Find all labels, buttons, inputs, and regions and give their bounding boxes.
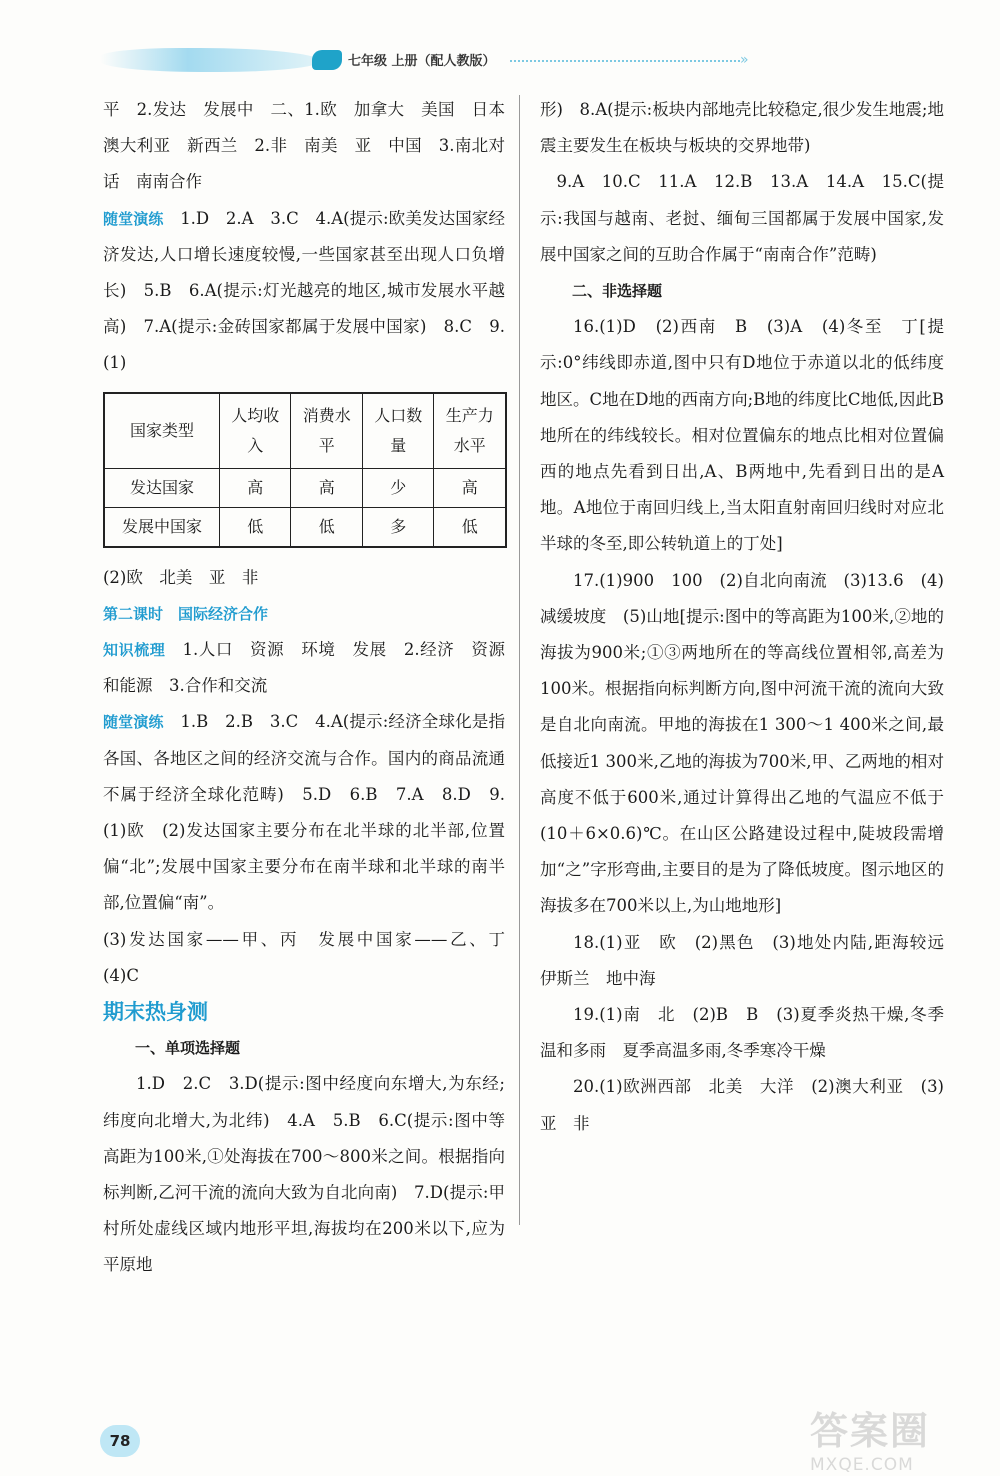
page-number: 78: [100, 1425, 140, 1457]
section-label: 随堂演练: [103, 713, 164, 732]
section-label: 知识梳理: [103, 641, 166, 660]
header-arrow-icon: »: [740, 52, 749, 68]
answer-paragraph: 形) 8.A(提示:板块内部地壳比较稳定,很少发生地震;地震主要发生在板块与板块的交界地带): [540, 100, 944, 156]
answer-paragraph: 平 2.发达 发展中 二、1.欧 加拿大 美国 日本 澳大利亚 新西兰 2.非 南美 亚 中国 3.南北对话 南南合作: [103, 100, 522, 192]
answer-paragraph: 随堂演练 1.B 2.B 3.C 4.A(提示:经济全球化是指各国、各地区之间的经济交流与合作。国内的商品流通不属于经济全球化范畴) 5.D 6.B 7.A 8.D 9.(1)欧 (2)发达国家主要分布在北半球的北半部,位置偏“北”;发展中国家主要分布在南半球和北半球的南半部,位置偏“南”。: [103, 712, 505, 913]
answer-paragraph: 19.(1)南 北 (2)B B (3)夏季炎热干燥,冬季温和多雨 夏季高温多雨,冬季寒冷干燥: [540, 1005, 944, 1061]
table-cell: 低: [434, 507, 506, 547]
table-header-cell: 人口数量: [362, 393, 434, 469]
answer-paragraph: 17.(1)900 100 (2)自北向南流 (3)13.6 (4)减缓坡度 (5)山地[提示:图中的等高距为100米,②地的海拔为900米;①③两地所在的等高线位置相邻,高差为100米。根据指向标判断方向,图中河流干流的流向大致是自北向南流。甲地的海拔在1 300～1 400米之间,最低接近1 300米,乙地的海拔为700米,甲、乙两地的相对高度不低于600米,通过计算得出乙地的气温应不低于(10＋6×0.6)℃。在山区公路建设过程中,陡坡段需增加“之”字形弯曲,主要目的是为了降低坡度。图示地区的海拔多在700米以上,为山地地形]: [540, 570, 944, 916]
table-cell: 多: [362, 507, 434, 547]
header-swoosh-decoration: [100, 48, 320, 72]
left-column: [103, 92, 522, 1284]
table-cell: 高: [219, 468, 291, 507]
table-cell: 高: [434, 468, 506, 507]
header-dotted-line: [510, 60, 740, 62]
answer-paragraph: (3)发达国家——甲、丙 发展中国家——乙、丁 (4)C: [103, 929, 522, 985]
answer-paragraph: 20.(1)欧洲西部 北美 大洋 (2)澳大利亚 (3)亚 非: [540, 1077, 944, 1133]
answer-paragraph: 16.(1)D (2)西南 B (3)A (4)冬至 丁[提示:0°纬线即赤道,图中只有D地位于赤道以北的低纬度地区。C地在D地的西南方向;B地的纬度比C地低,因此B地所在的纬线较长。相对位置偏东的地点比相对位置偏西的地点先看到日出,A、B两地中,先看到日出的是A地。A地位于南回归线上,当太阳直射南回归线时对应北半球的冬至,即公转轨道上的丁处]: [540, 317, 944, 554]
table-cell: 发展中国家: [104, 507, 219, 547]
table-cell: 少: [362, 468, 434, 507]
watermark-logo-text: 答案圈: [810, 1409, 931, 1453]
answer-paragraph: 知识梳理 1.人口 资源 环境 发展 2.经济 资源和能源 3.合作和交流: [103, 640, 505, 696]
table-cell: 低: [291, 507, 363, 547]
header-title: 七年级 上册（配人教版）: [348, 54, 496, 69]
exam-title: 期末热身测: [103, 1000, 208, 1025]
watermark-url: MXQE.COM: [810, 1455, 914, 1475]
table-header-cell: 国家类型: [104, 393, 219, 469]
right-column: [540, 92, 961, 1142]
table-header-cell: 消费水平: [291, 393, 363, 469]
answer-paragraph: 随堂演练 1.D 2.A 3.C 4.A(提示:欧美发达国家经济发达,人口增长速度较慢,一些国家甚至出现人口负增长) 5.B 6.A(提示:灯光越亮的地区,城市发展水平越高) 7.A(提示:金砖国家都属于发展中国家) 8.C 9.(1): [103, 208, 505, 373]
table-header-cell: 人均收入: [219, 393, 291, 469]
answer-paragraph: 9.A 10.C 11.A 12.B 13.A 14.A 15.C(提示:我国与越南、老挝、缅甸三国都属于发展中国家,发展中国家之间的互助合作属于“南南合作”范畴): [540, 172, 944, 264]
lesson-title: 第二课时 国际经济合作: [103, 604, 269, 623]
section-heading: 一、单项选择题: [135, 1039, 241, 1058]
table-cell: 低: [219, 507, 291, 547]
country-comparison-table: [103, 392, 507, 548]
column-divider: [519, 95, 520, 1225]
section-label: 随堂演练: [103, 209, 164, 228]
table-cell: 发达国家: [104, 468, 219, 507]
answer-paragraph: 18.(1)亚 欧 (2)黑色 (3)地处内陆,距海较远 伊斯兰 地中海: [540, 932, 961, 988]
watermark: [810, 1400, 980, 1475]
publisher-logo-icon: [312, 50, 342, 70]
section-heading: 二、非选择题: [572, 282, 663, 301]
table-header-row: [104, 393, 506, 469]
answer-paragraph: (2)欧 北美 亚 非: [103, 567, 259, 587]
table-row: [104, 507, 506, 547]
page-header: [100, 44, 749, 78]
table-header-cell: 生产力水平: [434, 393, 506, 469]
table-cell: 高: [291, 468, 363, 507]
table-row: [104, 468, 506, 507]
answer-paragraph: 1.D 2.C 3.D(提示:图中经度向东增大,为东经;纬度向北增大,为北纬) 4.A 5.B 6.C(提示:图中等高距为100米,①处海拔在700～800米之间。根据指向标判断,乙河干流的流向大致为自北向南) 7.D(提示:甲村所处虚线区域内地形平坦,海拔均在200米以下,应为平原地: [103, 1074, 505, 1275]
